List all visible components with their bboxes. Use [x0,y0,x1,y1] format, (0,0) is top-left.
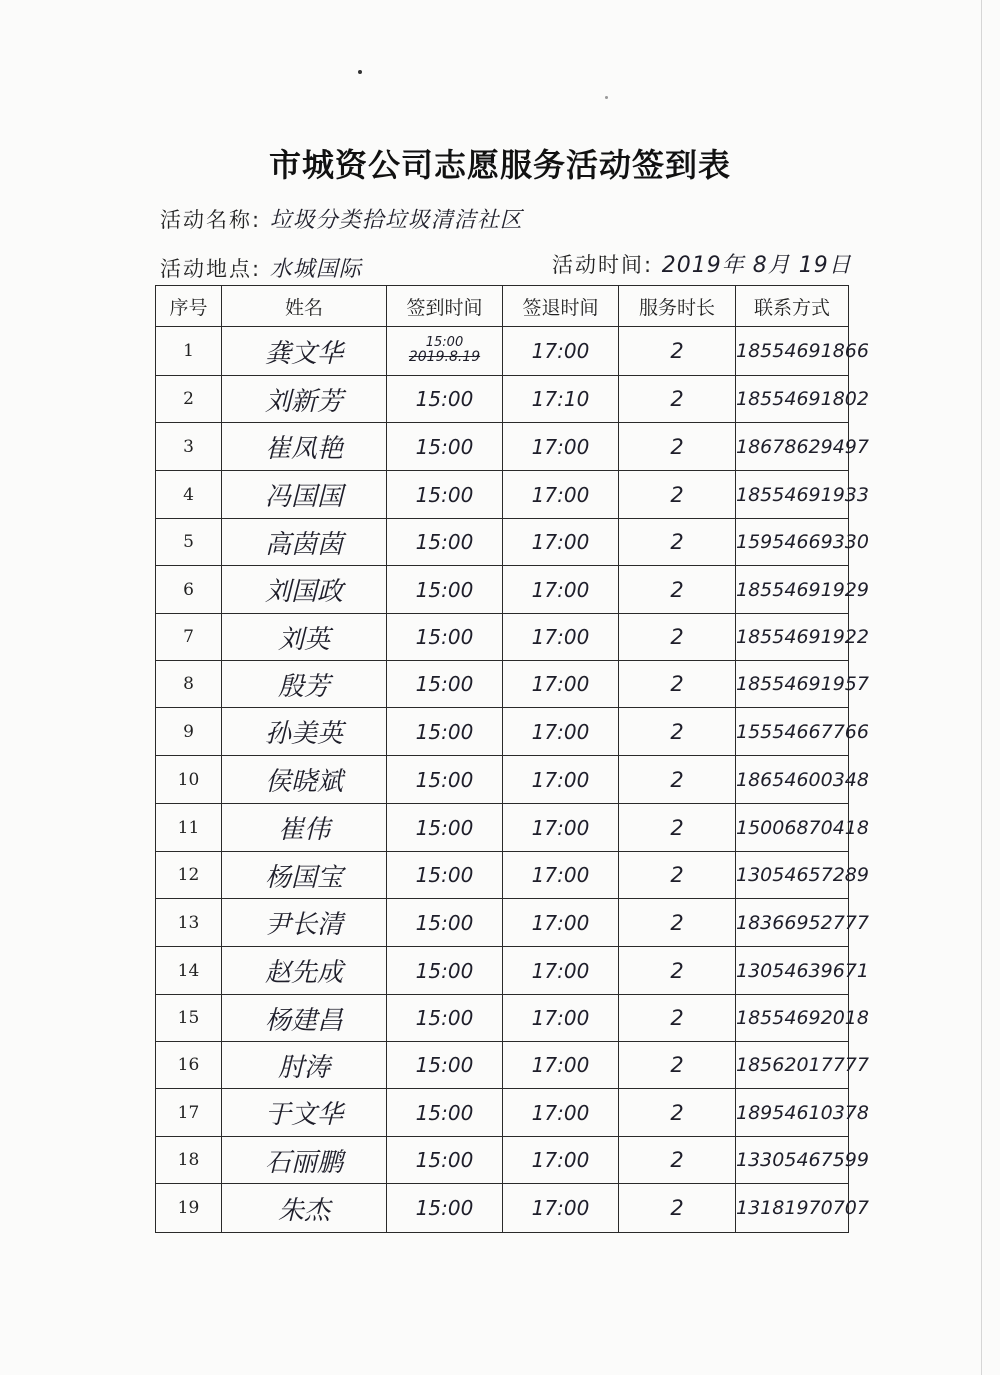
phone-number: 18554692018 [736,1007,869,1029]
table-row [156,471,849,519]
row-number: 2 [183,389,194,409]
row-number-cell [156,852,222,899]
sign-in-cell [387,1137,503,1184]
row-number: 17 [177,1102,200,1123]
table-row [156,947,849,995]
name-cell [222,899,387,947]
signature-name: 于文华 [264,1100,343,1130]
sign-in-time: 15:00 [415,577,474,602]
sign-in-time: 15:00 [425,335,464,350]
row-number: 18 [177,1150,200,1170]
signature-name: 杨国宝 [264,862,343,893]
contact-cell [736,995,869,1042]
table-row [156,1089,849,1137]
row-number: 1 [183,341,194,361]
service-hours: 2 [670,1148,684,1172]
row-number-cell [156,327,222,376]
signature-name: 侯晓斌 [264,767,343,797]
sign-in-time: 15:00 [415,434,474,459]
phone-number: 18678629497 [736,435,869,458]
name-cell [222,852,387,899]
duration-cell [619,995,736,1042]
row-number-cell [156,423,222,471]
signature-name: 刘英 [277,624,330,655]
sign-out-cell [503,899,619,947]
name-cell [222,995,387,1042]
phone-number: 18554691866 [736,340,869,362]
sign-in-cell [387,1042,503,1089]
sign-out-cell [503,471,619,519]
table-row [156,899,849,947]
column-header-sign-out: 签退时间 [503,286,619,327]
ink-speck [358,70,362,74]
phone-number: 18554691802 [736,388,869,410]
sign-out-cell [503,566,619,614]
phone-number: 15006870418 [736,816,869,839]
signature-name: 尹长清 [264,910,343,940]
sign-in-cell [387,519,503,566]
sign-out-cell [503,376,619,423]
phone-number: 18562017777 [736,1054,869,1076]
row-number-cell [156,519,222,566]
sign-in-table [155,285,869,1233]
signature-name: 肘涛 [277,1052,330,1083]
sign-out-cell [503,1184,619,1233]
table-row [156,1184,849,1233]
row-number-cell [156,471,222,519]
signature-name: 高茵茵 [264,529,343,560]
service-hours: 2 [670,958,684,983]
sign-out-cell [503,1137,619,1184]
sign-in-cell [387,947,503,995]
sign-out-cell [503,1089,619,1137]
contact-cell [736,1184,869,1233]
sign-in-cell [387,708,503,756]
row-number: 15 [177,1008,200,1028]
sign-out-time: 17:00 [531,530,590,554]
column-header-duration: 服务时长 [619,286,736,327]
sign-out-time: 17:00 [531,434,590,459]
sign-out-time: 17:00 [531,672,590,696]
sign-in-cell [387,471,503,519]
row-number-cell [156,1184,222,1233]
sign-out-cell [503,1042,619,1089]
sign-in-time: 15:00 [415,530,474,554]
phone-number: 15954669330 [736,531,869,553]
signature-name: 石丽鹏 [264,1147,343,1178]
name-cell [222,1042,387,1089]
activity-name-label: 活动名称: [160,208,262,232]
duration-cell [619,614,736,661]
service-hours: 2 [670,767,684,792]
duration-cell [619,1089,736,1137]
page-title: 市城资公司志愿服务活动签到表 [268,146,731,184]
name-cell [222,519,387,566]
row-number: 16 [177,1055,200,1075]
contact-cell [736,852,869,899]
contact-cell [736,947,869,995]
table-header-row [156,286,849,327]
contact-cell [736,327,869,376]
sign-in-time: 15:00 [415,719,474,744]
service-hours: 2 [670,1196,684,1220]
sign-out-cell [503,756,619,804]
signature-name: 赵先成 [264,958,343,988]
duration-cell [619,1137,736,1184]
phone-number: 18554691922 [736,626,869,648]
phone-number: 18654600348 [736,768,869,791]
phone-number: 13305467599 [736,1149,869,1171]
sign-in-time: 15:00 [415,958,474,983]
service-hours: 2 [670,719,684,744]
name-cell [222,614,387,661]
row-number-cell [156,1089,222,1137]
signature-name: 崔伟 [277,815,330,845]
service-hours: 2 [670,339,684,363]
sign-in-time: 15:00 [415,1196,474,1220]
contact-cell [736,423,869,471]
activity-place-line [160,252,362,283]
row-number-cell [156,1137,222,1184]
sign-out-time: 17:10 [531,387,590,411]
duration-cell [619,519,736,566]
table-row [156,614,849,661]
row-number: 8 [183,674,194,694]
sign-in-cell [387,327,503,376]
service-hours: 2 [670,1100,684,1125]
signature-name: 殷芳 [277,671,330,702]
row-number: 13 [177,912,200,933]
phone-number: 18366952777 [736,911,869,934]
struck-date: 2019.8.19 [408,349,481,365]
row-number-cell [156,661,222,708]
contact-cell [736,614,869,661]
column-header-contact: 联系方式 [736,286,849,327]
row-number: 4 [183,484,194,505]
contact-cell [736,804,869,852]
duration-cell [619,423,736,471]
row-number-cell [156,376,222,423]
phone-number: 13054639671 [736,959,869,982]
contact-cell [736,899,869,947]
row-number-cell [156,756,222,804]
contact-cell [736,566,869,614]
phone-number: 18554691929 [736,578,869,601]
row-number-cell [156,899,222,947]
table-row [156,519,849,566]
sign-out-time: 17:00 [531,863,590,887]
row-number: 11 [177,817,200,838]
row-number-cell [156,566,222,614]
sign-out-cell [503,614,619,661]
duration-cell [619,566,736,614]
sign-in-time: 15:00 [415,815,474,840]
duration-cell [619,376,736,423]
name-cell [222,947,387,995]
row-number-cell [156,1042,222,1089]
sign-in-time: 15:00 [415,482,474,507]
name-cell [222,1089,387,1137]
sign-in-cell [387,614,503,661]
signature-name: 朱杰 [277,1195,330,1226]
sign-out-time: 17:00 [531,482,590,507]
sign-in-cell [387,566,503,614]
sign-out-cell [503,995,619,1042]
activity-name-value: 垃圾分类拾垃圾清洁社区 [269,208,523,233]
row-number-cell [156,947,222,995]
row-number: 10 [177,769,200,790]
name-cell [222,327,387,376]
sign-in-time: 15:00 [415,910,474,935]
sign-out-time: 17:00 [531,625,590,649]
service-hours: 2 [670,482,684,507]
activity-time-label: 活动时间: [552,253,654,277]
phone-number: 18554691957 [736,673,869,695]
sign-in-cell [387,661,503,708]
sign-in-time: 15:00 [415,387,474,411]
duration-cell [619,1042,736,1089]
name-cell [222,708,387,756]
duration-cell [619,1184,736,1233]
sign-in-time: 15:00 [415,1100,474,1125]
signature-name: 龚文华 [264,338,343,369]
name-cell [222,566,387,614]
sign-out-cell [503,327,619,376]
sign-out-cell [503,423,619,471]
sign-in-time: 15:00 [415,672,474,696]
table-row [156,327,849,376]
column-header-sign-in: 签到时间 [387,286,503,327]
sign-in-cell [387,376,503,423]
duration-cell [619,852,736,899]
name-cell [222,1184,387,1233]
duration-cell [619,804,736,852]
phone-number: 15554667766 [736,720,869,743]
activity-place-label: 活动地点: [160,257,262,281]
sign-out-time: 17:00 [531,577,590,602]
row-number-cell [156,708,222,756]
contact-cell [736,708,869,756]
row-number-cell [156,614,222,661]
activity-place-value: 水城国际 [269,257,362,282]
sign-in-correction [409,336,480,364]
activity-name-line [160,203,523,234]
table-row [156,1137,849,1184]
service-hours: 2 [670,530,684,554]
contact-cell [736,1089,869,1137]
sign-in-cell [387,995,503,1042]
sign-in-cell [387,1184,503,1233]
sign-in-cell [387,852,503,899]
sign-out-time: 17:00 [531,1053,590,1077]
service-hours: 2 [670,1006,684,1030]
table-row [156,423,849,471]
service-hours: 2 [670,1053,684,1077]
duration-cell [619,756,736,804]
row-number-cell [156,804,222,852]
signature-name: 刘国政 [264,577,343,607]
row-number: 6 [183,579,194,600]
table-row [156,1042,849,1089]
table-row [156,804,849,852]
row-number: 7 [183,627,194,647]
duration-cell [619,899,736,947]
phone-number: 13054657289 [736,864,869,886]
table-row [156,756,849,804]
contact-cell [736,519,869,566]
row-number: 14 [177,960,200,981]
phone-number: 18554691933 [736,483,869,506]
row-number: 12 [177,865,200,885]
contact-cell [736,1137,869,1184]
ink-speck [605,96,608,99]
column-header-name: 姓名 [222,286,387,327]
sign-out-time: 17:00 [531,910,590,935]
name-cell [222,661,387,708]
table-row [156,376,849,423]
sign-out-cell [503,708,619,756]
table-row [156,566,849,614]
sign-out-cell [503,947,619,995]
table-row [156,995,849,1042]
sign-in-time: 15:00 [415,767,474,792]
scan-edge-line [981,0,982,1375]
sign-in-cell [387,423,503,471]
sign-in-cell [387,1089,503,1137]
sign-out-time: 17:00 [531,339,590,363]
table-row [156,708,849,756]
signature-name: 崔凤艳 [264,434,343,464]
service-hours: 2 [670,625,684,649]
contact-cell [736,661,869,708]
sign-out-time: 17:00 [531,719,590,744]
duration-cell [619,327,736,376]
sign-out-cell [503,519,619,566]
name-cell [222,471,387,519]
row-number: 3 [183,436,194,457]
sign-in-time: 15:00 [415,863,474,887]
sign-in-cell [387,804,503,852]
sign-out-time: 17:00 [531,815,590,840]
sign-out-time: 17:00 [531,1148,590,1172]
sign-out-time: 17:00 [531,1006,590,1030]
duration-cell [619,471,736,519]
sign-in-time: 15:00 [415,625,474,649]
activity-time-line [552,248,852,279]
sign-in-time: 15:00 [415,1148,474,1172]
row-number-cell [156,995,222,1042]
name-cell [222,756,387,804]
signature-name: 杨建昌 [264,1005,343,1036]
duration-cell [619,708,736,756]
name-cell [222,376,387,423]
sign-out-cell [503,852,619,899]
service-hours: 2 [670,434,684,459]
contact-cell [736,1042,869,1089]
contact-cell [736,756,869,804]
sign-out-time: 17:00 [531,958,590,983]
name-cell [222,1137,387,1184]
table-row [156,661,849,708]
sign-in-cell [387,899,503,947]
sign-out-cell [503,804,619,852]
column-header-no: 序号 [156,286,222,327]
row-number: 19 [177,1198,200,1218]
contact-cell [736,471,869,519]
name-cell [222,423,387,471]
contact-cell [736,376,869,423]
table-row [156,852,849,899]
service-hours: 2 [670,672,684,696]
service-hours: 2 [670,577,684,602]
sign-in-cell [387,756,503,804]
name-cell [222,804,387,852]
sign-out-time: 17:00 [531,767,590,792]
service-hours: 2 [670,910,684,935]
sign-in-time: 15:00 [415,1006,474,1030]
signature-name: 孙美英 [264,719,343,749]
sign-out-time: 17:00 [531,1196,590,1220]
signature-name: 冯国国 [264,482,343,512]
duration-cell [619,947,736,995]
signature-name: 刘新芳 [264,386,343,417]
service-hours: 2 [670,815,684,840]
sign-out-time: 17:00 [531,1100,590,1125]
sign-in-time: 15:00 [415,1053,474,1077]
service-hours: 2 [670,863,684,887]
duration-cell [619,661,736,708]
phone-number: 13181970707 [736,1197,869,1219]
row-number: 5 [183,532,194,552]
service-hours: 2 [670,387,684,411]
table-body [156,327,869,1233]
sign-out-cell [503,661,619,708]
row-number: 9 [183,721,194,742]
activity-time-value: 2019年 8月 19日 [661,253,852,278]
phone-number: 18954610378 [736,1101,869,1124]
